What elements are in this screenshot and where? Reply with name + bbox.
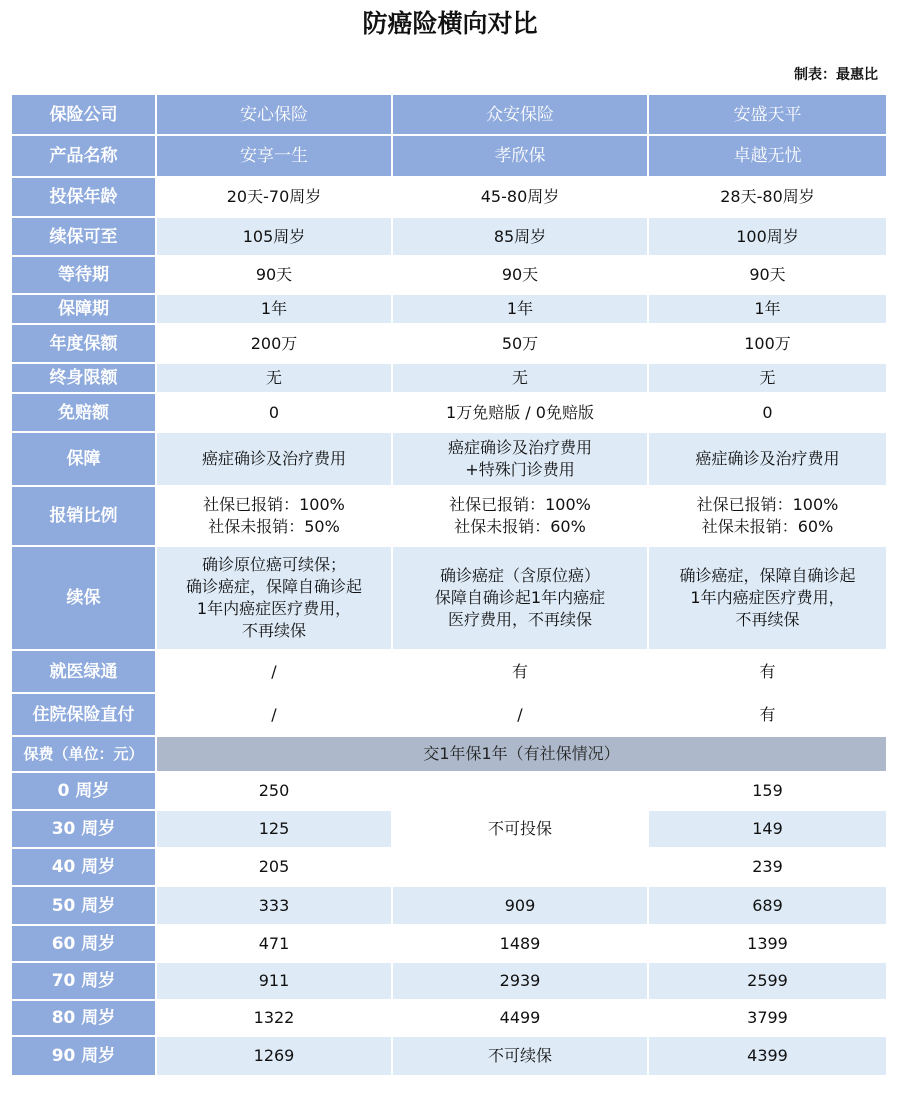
table-row xyxy=(11,962,887,1000)
row-label: 保障 xyxy=(11,432,156,486)
table-row xyxy=(11,94,887,135)
table-cell: 100万 xyxy=(648,324,887,363)
cell-line: 1年内癌症医疗费用， xyxy=(196,599,352,618)
table-row xyxy=(11,294,887,324)
table-cell xyxy=(156,432,392,486)
row-label: 续保 xyxy=(11,546,156,650)
table-cell xyxy=(648,486,887,546)
cell-line: 1年内癌症医疗费用， xyxy=(690,588,845,607)
table-cell: 50万 xyxy=(392,324,648,363)
table-cell xyxy=(392,486,648,546)
table-cell: 100周岁 xyxy=(648,217,887,256)
table-cell: 0 xyxy=(156,393,392,432)
cell-line: 社保已报销：100% xyxy=(203,495,345,514)
table-cell: 2599 xyxy=(648,962,887,1000)
row-label: 终身限额 xyxy=(11,363,156,393)
age-label: 50 周岁 xyxy=(11,886,156,925)
table-cell: 1489 xyxy=(392,925,648,962)
table-cell: / xyxy=(156,650,392,693)
age-label: 0 周岁 xyxy=(11,772,156,810)
table-cell: 159 xyxy=(648,772,887,810)
table-cell: 孝欣保 xyxy=(392,135,648,177)
table-cell: 无 xyxy=(392,363,648,393)
table-row xyxy=(11,256,887,294)
table-cell: 无 xyxy=(156,363,392,393)
table-row xyxy=(11,135,887,177)
premium-label: 保费（单位：元） xyxy=(11,736,156,772)
age-label: 90 周岁 xyxy=(11,1036,156,1076)
row-label: 住院保险直付 xyxy=(11,693,156,736)
table-cell: 200万 xyxy=(156,324,392,363)
cell-line: 不再续保 xyxy=(735,610,800,629)
table-cell: 28天-80周岁 xyxy=(648,177,887,217)
table-cell: 250 xyxy=(156,772,392,810)
cell-line: 社保未报销：60% xyxy=(454,517,586,536)
table-maker-credit: 制表：最惠比 xyxy=(794,67,878,83)
table-cell: 安享一生 xyxy=(156,135,392,177)
table-cell: 909 xyxy=(392,886,648,925)
table-cell xyxy=(648,432,887,486)
comparison-table xyxy=(10,93,888,1077)
table-cell: 1年 xyxy=(156,294,392,324)
not-insurable-cell: 不可投保 xyxy=(392,772,648,886)
table-cell: 911 xyxy=(156,962,392,1000)
table-cell: 1万免赔版 / 0免赔版 xyxy=(392,393,648,432)
table-cell: 45-80周岁 xyxy=(392,177,648,217)
cell-line: 确诊癌症，保障自确诊起 xyxy=(679,566,856,585)
table-cell: 众安保险 xyxy=(392,94,648,135)
table-cell: 4499 xyxy=(392,1000,648,1036)
table-row xyxy=(11,363,887,393)
row-label: 等待期 xyxy=(11,256,156,294)
not-renewable-cell: 不可续保 xyxy=(392,1036,648,1076)
table-row xyxy=(11,693,887,736)
row-label: 产品名称 xyxy=(11,135,156,177)
table-cell: 2939 xyxy=(392,962,648,1000)
age-label: 70 周岁 xyxy=(11,962,156,1000)
table-cell: 有 xyxy=(648,693,887,736)
table-row xyxy=(11,1000,887,1036)
row-label: 报销比例 xyxy=(11,486,156,546)
table-cell: 471 xyxy=(156,925,392,962)
table-cell: 1399 xyxy=(648,925,887,962)
cell-line: 癌症确诊及治疗费用 xyxy=(695,449,840,468)
table-cell: 689 xyxy=(648,886,887,925)
table-cell: 20天-70周岁 xyxy=(156,177,392,217)
table-cell: 149 xyxy=(648,810,887,848)
table-cell xyxy=(156,546,392,650)
table-row xyxy=(11,650,887,693)
table-cell: 1年 xyxy=(392,294,648,324)
table-cell: 无 xyxy=(648,363,887,393)
table-row xyxy=(11,546,887,650)
cell-line: 确诊癌症，保障自确诊起 xyxy=(185,577,362,596)
row-label: 投保年龄 xyxy=(11,177,156,217)
table-cell: 有 xyxy=(648,650,887,693)
table-cell xyxy=(392,432,648,486)
table-row xyxy=(11,486,887,546)
table-cell: 卓越无忧 xyxy=(648,135,887,177)
table-cell: 安心保险 xyxy=(156,94,392,135)
age-label: 60 周岁 xyxy=(11,925,156,962)
age-label: 40 周岁 xyxy=(11,848,156,886)
table-row xyxy=(11,177,887,217)
table-cell: / xyxy=(156,693,392,736)
table-cell xyxy=(648,546,887,650)
table-cell xyxy=(392,546,648,650)
table-cell: 1269 xyxy=(156,1036,392,1076)
cell-line: 确诊原位癌可续保； xyxy=(201,555,346,574)
table-row xyxy=(11,324,887,363)
table-cell: / xyxy=(392,693,648,736)
row-label: 就医绿通 xyxy=(11,650,156,693)
table-cell: 4399 xyxy=(648,1036,887,1076)
table-row xyxy=(11,393,887,432)
table-cell: 125 xyxy=(156,810,392,848)
table-cell: 205 xyxy=(156,848,392,886)
table-row xyxy=(11,736,887,772)
table-cell: 有 xyxy=(392,650,648,693)
cell-line: 社保已报销：100% xyxy=(449,495,591,514)
table-cell: 安盛天平 xyxy=(648,94,887,135)
table-cell: 90天 xyxy=(648,256,887,294)
table-row xyxy=(11,217,887,256)
cell-line: 医疗费用，不再续保 xyxy=(447,610,592,629)
table-cell: 90天 xyxy=(156,256,392,294)
table-cell: 85周岁 xyxy=(392,217,648,256)
table-cell: 333 xyxy=(156,886,392,925)
premium-header: 交1年保1年（有社保情况） xyxy=(156,736,887,772)
age-label: 80 周岁 xyxy=(11,1000,156,1036)
cell-line: 社保已报销：100% xyxy=(696,495,839,514)
table-row xyxy=(11,886,887,925)
cell-line: 癌症确诊及治疗费用 xyxy=(201,449,346,468)
row-label: 保险公司 xyxy=(11,94,156,135)
age-label: 30 周岁 xyxy=(11,810,156,848)
table-row xyxy=(11,432,887,486)
table-row xyxy=(11,1036,887,1076)
table-cell: 0 xyxy=(648,393,887,432)
cell-line: 确诊癌症（含原位癌） xyxy=(439,566,600,585)
cell-line: 社保未报销：50% xyxy=(208,517,340,536)
cell-line: 不再续保 xyxy=(241,621,306,640)
table-cell: 105周岁 xyxy=(156,217,392,256)
cell-line: 社保未报销：60% xyxy=(701,517,834,536)
table-cell: 239 xyxy=(648,848,887,886)
row-label: 续保可至 xyxy=(11,217,156,256)
row-label: 年度保额 xyxy=(11,324,156,363)
cell-line: 保障自确诊起1年内癌症 xyxy=(434,588,606,607)
table-row xyxy=(11,925,887,962)
table-cell: 1年 xyxy=(648,294,887,324)
cell-line: 癌症确诊及治疗费用 xyxy=(447,438,592,457)
table-row xyxy=(11,772,887,810)
table-cell: 1322 xyxy=(156,1000,392,1036)
page-title: 防癌险横向对比 xyxy=(362,9,538,38)
table-cell xyxy=(156,486,392,546)
row-label: 免赔额 xyxy=(11,393,156,432)
cell-line: +特殊门诊费用 xyxy=(465,460,575,479)
row-label: 保障期 xyxy=(11,294,156,324)
table-cell: 3799 xyxy=(648,1000,887,1036)
table-cell: 90天 xyxy=(392,256,648,294)
